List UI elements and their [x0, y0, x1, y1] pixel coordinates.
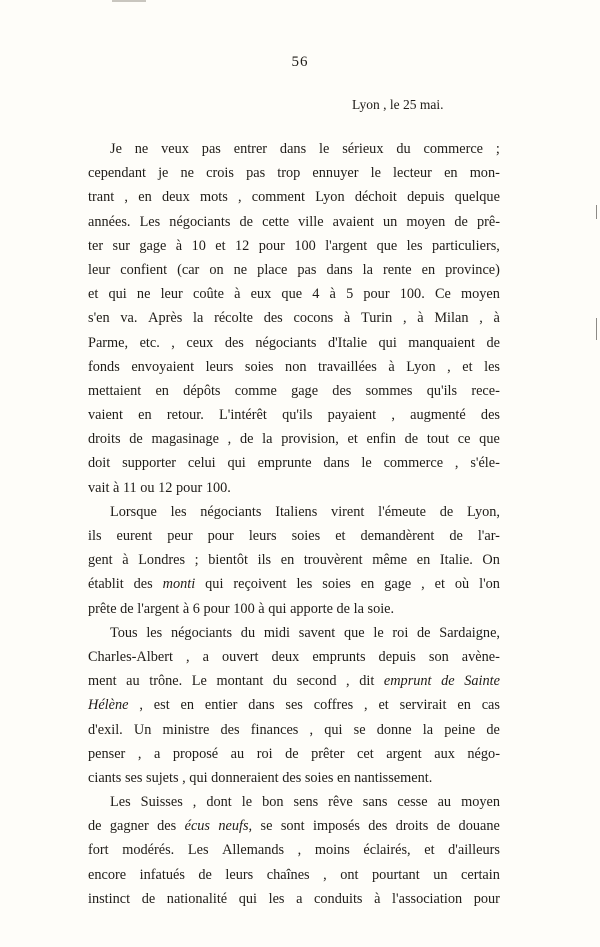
text-line: leur confient (car on ne place pas dans la rente en province)	[88, 261, 500, 278]
text-line: gent à Londres ; bientôt ils en trouvèrent même en Italie. On	[88, 552, 500, 569]
dateline: Lyon , le 25 mai.	[352, 97, 444, 112]
text-line: vaient en retour. L'intérêt qu'ils payaient , augmenté des	[88, 407, 500, 424]
text-line: Tous les négociants du midi savent que le roi de Sardaigne,	[110, 624, 500, 641]
text-line: ciants ses sujets , qui donneraient des soies en nantissement.	[88, 769, 433, 786]
text-line: et qui ne leur coûte à eux que 4 à 5 pour 100. Ce moyen	[88, 286, 500, 303]
text-line: penser , a proposé au roi de prêter cet argent aux négo-	[88, 745, 500, 762]
scan-artifact-margin	[596, 205, 597, 219]
scan-artifact-margin	[596, 318, 597, 340]
page-number: 56	[291, 54, 309, 70]
text-line: Charles-Albert , a ouvert deux emprunts depuis son avène-	[88, 648, 500, 665]
text-line: années. Les négociants de cette ville avaient un moyen de prê-	[88, 213, 500, 230]
text-line: de gagner des écus neufs, se sont imposés des droits de douane	[88, 818, 500, 835]
text-line: cependant je ne crois pas trop ennuyer le lecteur en mon-	[88, 165, 500, 182]
text-line: fort modérés. Les Allemands , moins éclairés, et d'ailleurs	[88, 842, 500, 859]
text-line: doit supporter celui qui emprunte dans le commerce , s'éle-	[88, 455, 500, 472]
text-line: Hélène , est en entier dans ses coffres , et servirait en cas	[88, 697, 500, 714]
text-line: ils eurent peur pour leurs soies et demandèrent de l'ar-	[88, 528, 500, 544]
text-line: encore infatués de leurs chaînes , ont pourtant un certain	[88, 866, 500, 883]
text-line: mettaient en dépôts comme gage des sommes qu'ils rece-	[88, 382, 500, 399]
text-line: vait à 11 ou 12 pour 100.	[88, 479, 231, 496]
text-line: ter sur gage à 10 et 12 pour 100 l'argent que les particuliers,	[88, 237, 500, 254]
text-line: trant , en deux mots , comment Lyon déchoit depuis quelque	[88, 189, 500, 206]
text-line: ment au trône. Le montant du second , dit emprunt de Sainte	[88, 673, 500, 690]
text-line: droits de magasinage , de la provision, et enfin de tout ce que	[88, 431, 500, 448]
text-line: prête de l'argent à 6 pour 100 à qui apporte de la soie.	[88, 600, 395, 617]
text-line: fonds envoyaient leurs soies non travaillées à Lyon , et les	[88, 358, 500, 375]
text-line: instinct de nationalité qui les a conduits à l'association pour	[88, 890, 500, 907]
body-text	[88, 137, 500, 911]
text-line: Je ne veux pas entrer dans le sérieux du commerce ;	[110, 141, 500, 157]
scan-artifact-top	[112, 0, 146, 2]
text-line: Les Suisses , dont le bon sens rêve sans cesse au moyen	[110, 794, 500, 811]
text-line: Parme, etc. , ceux des négociants d'Italie qui manquaient de	[88, 334, 500, 351]
text-line: Lorsque les négociants Italiens virent l'émeute de Lyon,	[110, 503, 500, 520]
text-line: s'en va. Après la récolte des cocons à Turin , à Milan , à	[88, 310, 500, 327]
text-line: d'exil. Un ministre des finances , qui se donne la peine de	[88, 721, 500, 738]
text-line: établit des monti qui reçoivent les soies en gage , et où l'on	[88, 576, 500, 593]
